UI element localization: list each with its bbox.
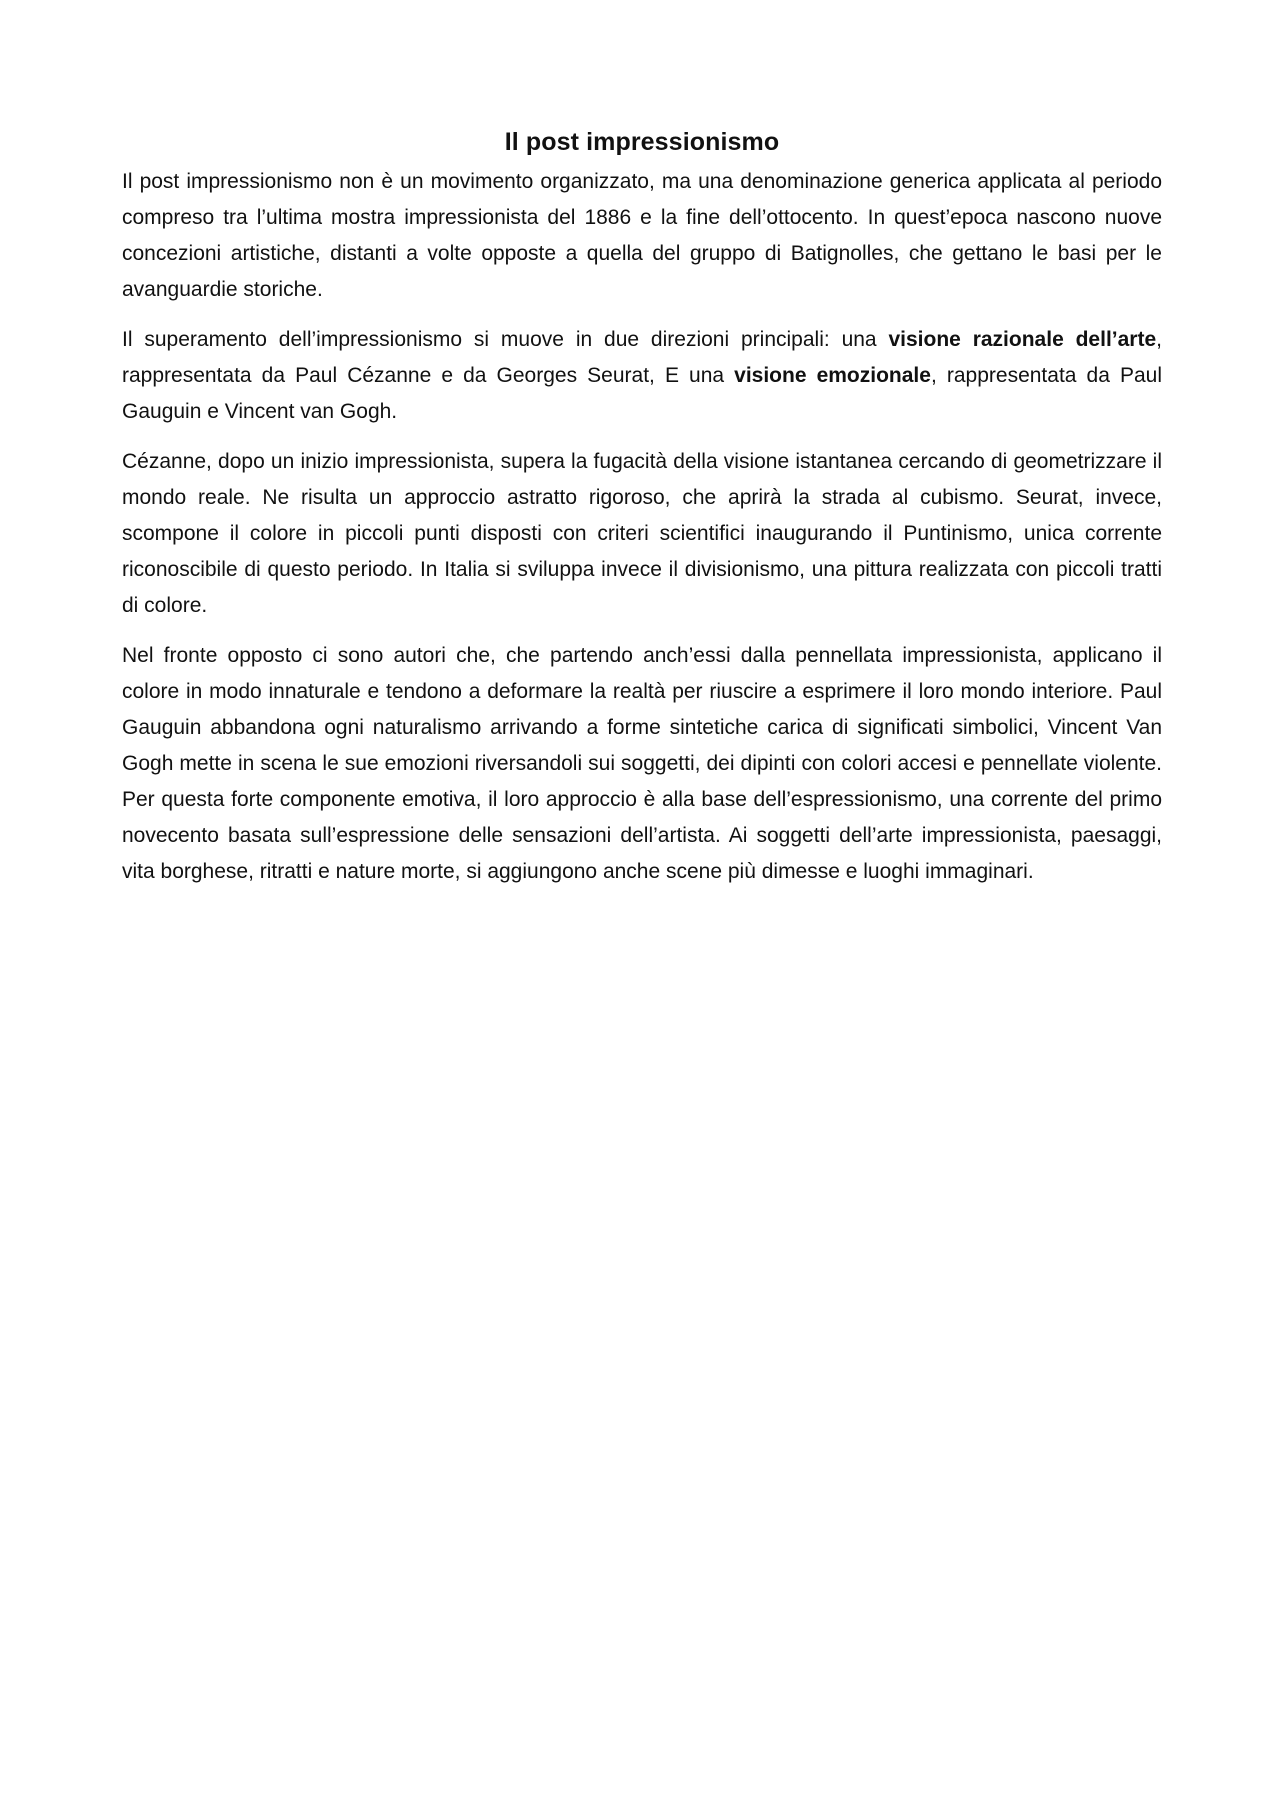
paragraph-gauguin-van-gogh: Nel fronte opposto ci sono autori che, che partendo anch’essi dalla pennellata impressionista, applicano il colore in modo innaturale e tendono a deformare la realtà per riuscire a esprimere il loro mondo interiore. Paul Gauguin abbandona ogni naturalismo arrivando a forme sintetiche carica di significati simbolici, Vincent Van Gogh mette in scena le sue emozioni riversandoli sui soggetti, dei dipinti con colori accesi e pennellate violente. Per questa forte componente emotiva, il loro approccio è alla base dell’espressionismo, una corrente del primo novecento basata sull’espressione delle sensazioni dell’artista. Ai soggetti dell’arte impressionista, paesaggi, vita borghese, ritratti e nature morte, si aggiungono anche scene più dimesse e luoghi immaginari. — [122, 644, 1162, 883]
paragraph-directions — [122, 322, 1162, 430]
paragraph-directions-part3: , rappresentata da Paul Gauguin e Vincent van Gogh. — [122, 364, 1162, 423]
bold-visione-emozionale: visione emozionale — [734, 364, 931, 387]
paragraph-cezanne-seurat: Cézanne, dopo un inizio impressionista, supera la fugacità della visione istantanea cercando di geometrizzare il mondo reale. Ne risulta un approccio astratto rigoroso, che aprirà la strada al cubismo. Seurat, invece, scompone il colore in piccoli punti disposti con criteri scientifici inaugurando il Puntinismo, unica corrente riconoscibile di questo periodo. In Italia si sviluppa invece il divisionismo, una pittura realizzata con piccoli tratti di colore. — [122, 450, 1162, 617]
paragraph-directions-part1: Il superamento dell’impressionismo si muove in due direzioni principali: una — [122, 328, 889, 351]
document-body — [122, 124, 1162, 904]
paragraph-intro: Il post impressionismo non è un movimento organizzato, ma una denominazione generica applicata al periodo compreso tra l’ultima mostra impressionista del 1886 e la fine dell’ottocento. In quest’epoca nascono nuove concezioni artistiche, distanti a volte opposte a quella del gruppo di Batignolles, che gettano le basi per le avanguardie storiche. — [122, 170, 1162, 301]
paragraph-directions-part2: , rappresentata da Paul Cézanne e da Georges Seurat, E una — [122, 328, 1162, 387]
bold-visione-razionale: visione razionale dell’arte — [888, 328, 1157, 351]
page-title: Il post impressionismo — [504, 128, 780, 156]
